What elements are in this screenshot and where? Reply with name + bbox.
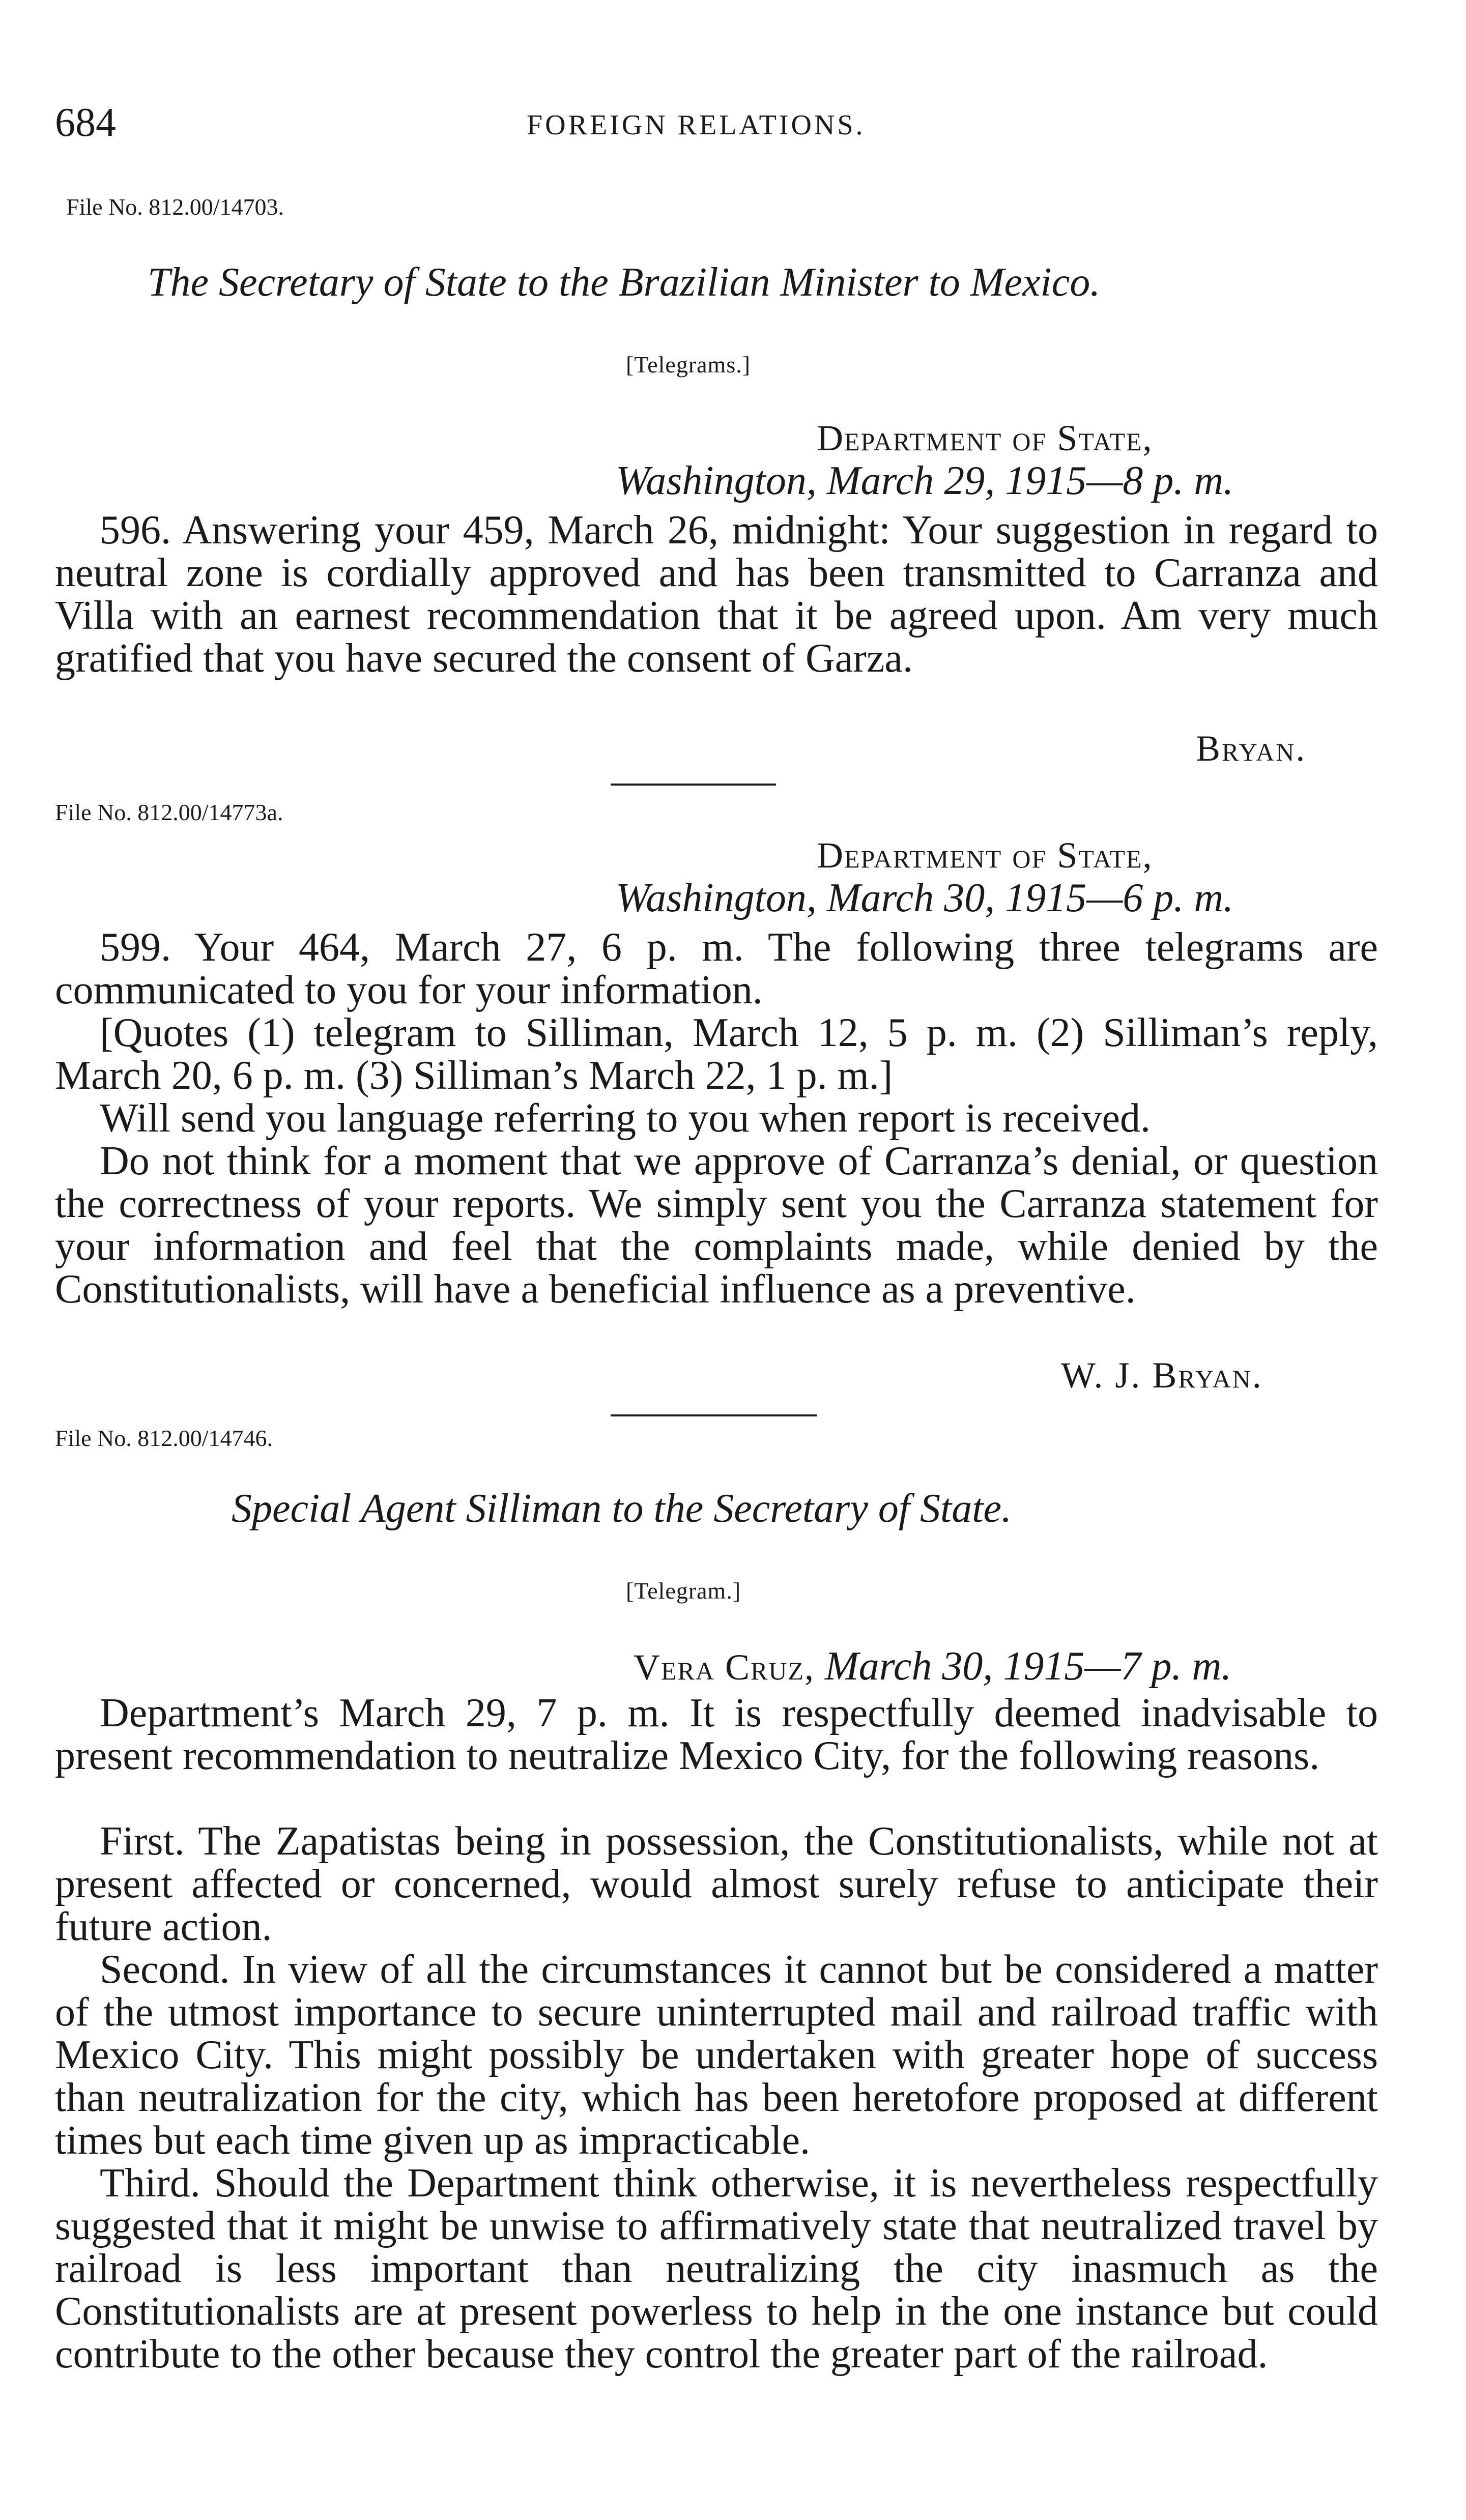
signature: Bryan. — [1196, 728, 1307, 769]
paragraph: First. The Zapatistas being in possession, the Constitutionalists, while not at present affected or concerned, would almost surely refuse to anticipate their future action. — [55, 1819, 1378, 1949]
file-number: File No. 812.00/14746. — [55, 1425, 273, 1451]
signature: W. J. Bryan. — [1061, 1355, 1263, 1396]
paragraph: 596. Answering your 459, March 26, midnight: Your suggestion in regard to neutral zone is cordially approved and has been transmitted to Carranza and Villa with an earnest recommendation that it be agreed upon. Am very much gratified that you have secured the consent of Garza. — [55, 508, 1378, 681]
document-title: The Secretary of State to the Brazilian Minister to Mexico. — [148, 260, 1101, 305]
running-title: FOREIGN RELATIONS. — [527, 109, 866, 141]
document-type: [Telegram.] — [626, 1578, 741, 1604]
paragraph: 599. Your 464, March 27, 6 p. m. The following three telegrams are communicated to you for your information. — [55, 925, 1378, 1012]
sender: Department of State, — [817, 835, 1153, 876]
dateline: Washington, March 30, 1915—6 p. m. — [616, 876, 1234, 920]
page-number: 684 — [55, 100, 116, 145]
dateline — [634, 1643, 1231, 1690]
document-type: [Telegrams.] — [626, 352, 751, 378]
paragraph: Second. In view of all the circumstances it cannot but be considered a matter of the utmost importance to secure uninterrupted mail and railroad traffic with Mexico City. This might possibly be undertaken with greater hope of success than neutralization for the city, which has been heretofore proposed at different times but each time given up as impracticable. — [55, 1947, 1378, 2163]
divider — [611, 784, 776, 786]
paragraph: [Quotes (1) telegram to Silliman, March 12, 5 p. m. (2) Silliman’s reply, March 20, 6 p. m. (3) Silliman’s March 22, 1 p. m.] — [55, 1010, 1378, 1098]
paragraph: Department’s March 29, 7 p. m. It is respectfully deemed inadvisable to present recommendation to neutralize Mexico City, for the following reasons. — [55, 1691, 1378, 1778]
file-number: File No. 812.00/14773a. — [55, 799, 283, 825]
dateline: Washington, March 29, 1915—8 p. m. — [616, 458, 1234, 503]
paragraph: Third. Should the Department think otherwise, it is nevertheless respectfully suggested that it might be unwise to affirmatively state that neutralized travel by railroad is less important than neutralizing the city inasmuch as the Constitutionalists are at present powerless to help in the one instance but could contribute to the other because they control the greater part of the railroad. — [55, 2161, 1378, 2377]
paragraph: Do not think for a moment that we approve of Carranza’s denial, or question the correctness of your reports. We simply sent you the Carranza statement for your information and feel that the complaints made, while denied by the Constitutionalists, will have a beneficial influence as a preventive. — [55, 1139, 1378, 1312]
document-title: Special Agent Silliman to the Secretary of State. — [232, 1486, 1012, 1531]
divider — [611, 1414, 817, 1416]
dateline-place: Vera Cruz, — [634, 1647, 815, 1688]
file-number: File No. 812.00/14703. — [66, 194, 284, 220]
dateline-date: March 30, 1915—7 p. m. — [825, 1644, 1232, 1689]
sender: Department of State, — [817, 418, 1153, 458]
paragraph: Will send you language referring to you when report is received. — [100, 1096, 1151, 1141]
